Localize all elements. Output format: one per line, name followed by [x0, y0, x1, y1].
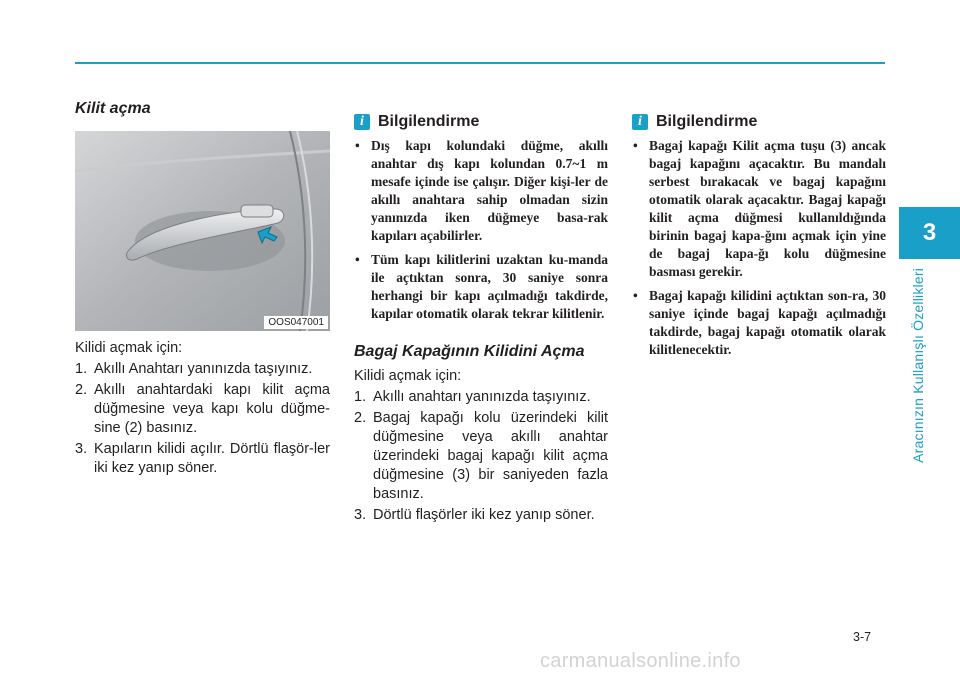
middle-column: [354, 100, 608, 527]
unlock-steps: [75, 360, 330, 478]
chapter-tab: [899, 207, 960, 259]
trunk-intro: Kilidi açmak için:: [354, 368, 462, 384]
list-item: 3. Dörtlü flaşörler iki kez yanıp söner.: [354, 507, 595, 523]
list-item: • Bagaj kapağı kilidini açtıktan son-ra, 30 saniye içinde bagaj kapağı açılmadığı takdirde, bagaj kapağı otomatik olarak kilitlenecektir.: [633, 288, 886, 357]
chapter-title: Aracınızın Kullanışlı Özellikleri: [910, 268, 926, 463]
left-column: [75, 100, 330, 480]
page-number: 3-7: [853, 630, 872, 644]
figure-code: OOS047001: [264, 316, 328, 329]
info-title: Bilgilendirme: [378, 113, 480, 130]
list-item: • Dış kapı kolundaki düğme, akıllı anahtar dış kapı kolundan 0.7~1 m mesafe içinde ise çalışır. Diğer kişi-ler de akıllı anahtara sahip olmadan sizin yanınızda iken düğmeye basa-rak kapıları açabilirler.: [355, 138, 608, 243]
chapter-title-wrap: [906, 268, 930, 468]
list-item: 1. Akıllı Anahtarı yanınızda taşıyınız.: [75, 361, 313, 377]
info-icon: i: [354, 114, 370, 130]
list-item: 1. Akıllı anahtarı yanınızda taşıyınız.: [354, 389, 591, 405]
list-item: 3. Kapıların kilidi açılır. Dörtlü flaşör-ler iki kez yanıp söner.: [75, 441, 330, 476]
unlock-intro: Kilidi açmak için:: [75, 340, 183, 356]
info-title: Bilgilendirme: [656, 113, 758, 130]
trunk-steps: [354, 388, 608, 525]
right-column: [632, 100, 886, 365]
header-rule: [75, 62, 885, 64]
info-heading: [354, 113, 608, 131]
section-title-trunk: Bagaj Kapağının Kilidini Açma: [354, 343, 585, 360]
info-icon: i: [632, 114, 648, 130]
info-notes: [354, 137, 608, 323]
chapter-number: 3: [922, 219, 937, 246]
watermark: carmanualsonline.info: [540, 650, 741, 672]
list-item: 2. Bagaj kapağı kolu üzerindeki kilit düğmesine veya akıllı anahtar üzerindeki bagaj kapağı kilit açma düğmesine (3) bir saniyeden fazla basınız.: [354, 410, 608, 502]
list-item: 2. Akıllı anahtardaki kapı kilit açma düğmesine veya kapı kolu düğme-sine (2) basınız.: [75, 382, 330, 436]
info-notes: [632, 137, 886, 359]
list-item: • Tüm kapı kilitlerini uzaktan ku-manda ile açtıktan sonra, 30 saniye sonra herhangi bir kapı açılmadığı takdirde, kapılar otomatik olarak tekrar kilitlenir.: [355, 252, 608, 321]
info-heading: [632, 113, 886, 131]
door-handle-figure: [75, 131, 330, 331]
door-handle-illustration: [75, 131, 330, 331]
list-item: • Bagaj kapağı Kilit açma tuşu (3) ancak bagaj kapağını açacaktır. Bu mandalı serbest bırakacak ve bagaj kapağını otomatik olarak açacaktır. Bagaj kapağı kilit açma düğmesi kullanıldığında birinin bagaj kapa-ğını açmak için yine de bagaj kapa-ğı kolu düğmesine basması gerekir.: [633, 138, 886, 279]
section-title-unlock: Kilit açma: [75, 100, 151, 117]
